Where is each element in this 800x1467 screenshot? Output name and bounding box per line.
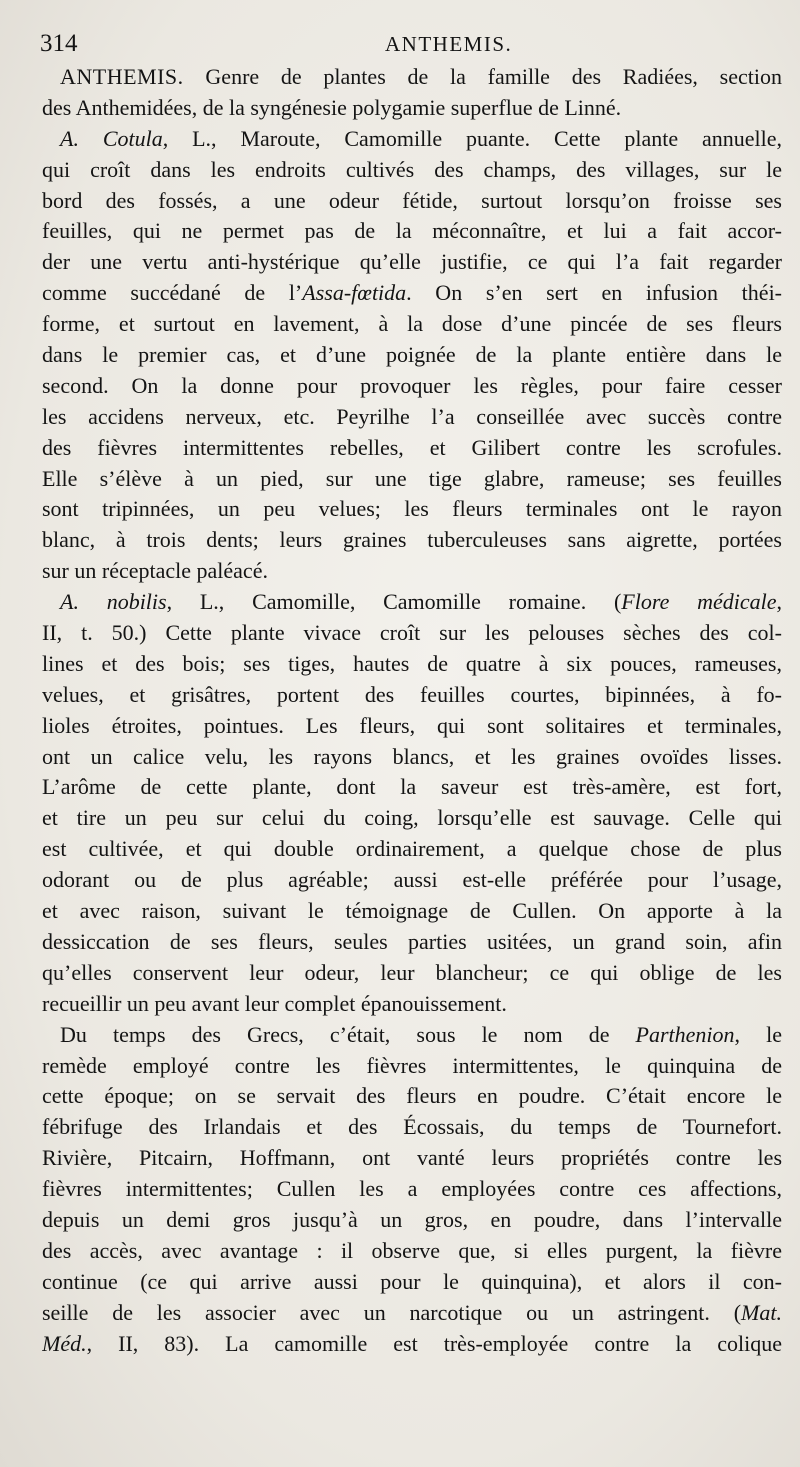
text-segment: des Anthemidées, de la syngénesie polygamie superflue de Linné. <box>42 94 622 120</box>
text-line <box>42 93 782 124</box>
text-line <box>42 680 782 711</box>
text-line <box>42 62 782 93</box>
text-line <box>42 309 782 340</box>
body-text <box>42 62 782 1359</box>
text-segment: Elle s’élève à un pied, sur une tige glabre, rameuse; ses feuilles <box>42 465 782 491</box>
reference-title: Mat. <box>741 1299 782 1325</box>
text-segment: feuilles, qui ne permet pas de la méconnaître, et lui a fait accor- <box>42 218 782 244</box>
text-segment: fébrifuge des Irlandais et des Écossais, du temps de Tournefort. <box>42 1114 782 1140</box>
text-segment: , II, 83). La camomille est très-employée contre la colique <box>86 1330 782 1356</box>
text-segment: dans le premier cas, et d’une poignée de la plante entière dans le <box>42 342 782 368</box>
text-line <box>42 216 782 247</box>
text-segment: recueillir un peu avant leur complet épanouissement. <box>42 990 507 1016</box>
reference-title: Méd. <box>42 1330 87 1356</box>
text-segment: Rivière, Pitcairn, Hoffmann, ont vanté leurs propriétés contre les <box>42 1145 782 1171</box>
text-line <box>42 865 782 896</box>
text-segment: comme succédané de l’ <box>42 280 303 306</box>
species-name: A. nobilis <box>60 589 167 615</box>
text-segment: est cultivée, et qui double ordinairement, a quelque chose de plus <box>42 836 782 862</box>
text-line <box>42 927 782 958</box>
text-line <box>42 556 782 587</box>
italic-term: Assa-fœtida <box>302 280 407 306</box>
text-segment: fièvres intermittentes; Cullen les a employées contre ces affections, <box>42 1176 782 1202</box>
text-line <box>42 1081 782 1112</box>
text-line <box>42 1051 782 1082</box>
text-segment: lines et des bois; ses tiges, hautes de quatre à six pouces, rameuses, <box>42 650 782 676</box>
text-segment: der une vertu anti-hystérique qu’elle justifie, ce qui l’a fait regarder <box>42 249 782 275</box>
text-line <box>42 1143 782 1174</box>
text-line <box>42 989 782 1020</box>
text-line <box>42 772 782 803</box>
text-segment: , L., Maroute, Camomille puante. Cette plante annuelle, <box>162 125 782 151</box>
italic-term: Parthenion <box>635 1021 735 1047</box>
running-head: ANTHEMIS. <box>385 32 513 56</box>
text-segment: blanc, à trois dents; leurs graines tuberculeuses sans aigrette, portées <box>42 527 782 553</box>
text-line <box>42 1205 782 1236</box>
text-line <box>42 1329 782 1360</box>
text-segment: qui croît dans les endroits cultivés des champs, des villages, sur le <box>42 156 782 182</box>
text-line <box>42 155 782 186</box>
text-segment: et avec raison, suivant le témoignage de Cullen. On apporte à la <box>42 898 782 924</box>
text-line <box>42 1267 782 1298</box>
text-segment: qu’elles conservent leur odeur, leur blancheur; ce qui oblige de les <box>42 959 782 985</box>
text-line <box>42 464 782 495</box>
text-segment: continue (ce qui arrive aussi pour le quinquina), et alors il con- <box>42 1268 782 1294</box>
text-segment: bord des fossés, a une odeur fétide, surtout lorsqu’on froisse ses <box>42 187 782 213</box>
text-segment: depuis un demi gros jusqu’à un gros, en poudre, dans l’intervalle <box>42 1206 782 1232</box>
genus-heading: ANTHEMIS. <box>60 64 184 89</box>
text-segment: lioles étroites, pointues. Les fleurs, qui sont solitaires et terminales, <box>42 712 782 738</box>
species-name: A. Cotula <box>60 125 163 151</box>
text-segment: , L., Camomille, Camomille romaine. ( <box>166 589 622 615</box>
text-line <box>42 618 782 649</box>
text-segment: , <box>776 589 782 615</box>
text-line <box>42 1236 782 1267</box>
text-line <box>42 525 782 556</box>
reference-title: Flore médicale <box>621 589 777 615</box>
text-segment: L’arôme de cette plante, dont la saveur est très-amère, est fort, <box>42 774 782 800</box>
text-line <box>42 402 782 433</box>
text-line <box>42 371 782 402</box>
text-segment: velues, et grisâtres, portent des feuilles courtes, bipinnées, à fo- <box>42 681 782 707</box>
text-line <box>42 340 782 371</box>
text-line <box>42 433 782 464</box>
text-line <box>42 834 782 865</box>
text-segment: Genre de plantes de la famille des Radiées, section <box>183 64 782 89</box>
text-segment: cette époque; on se servait des fleurs en poudre. C’était encore le <box>42 1083 782 1109</box>
text-segment: dessiccation de ses fleurs, seules parties usitées, un grand soin, afin <box>42 928 782 954</box>
text-segment: ont un calice velu, les rayons blancs, et les graines ovoïdes lisses. <box>42 743 782 769</box>
text-segment: forme, et surtout en lavement, à la dose d’une pincée de ses fleurs <box>42 311 782 337</box>
text-line <box>42 1112 782 1143</box>
text-segment: Du temps des Grecs, c’était, sous le nom de <box>60 1021 636 1047</box>
text-segment: remède employé contre les fièvres intermittentes, le quinquina de <box>42 1052 782 1078</box>
text-segment: II, t. 50.) Cette plante vivace croît sur les pelouses sèches des col- <box>42 620 782 646</box>
text-line <box>42 649 782 680</box>
text-line <box>42 278 782 309</box>
text-segment: des accès, avec avantage : il observe que, si elles purgent, la fièvre <box>42 1237 782 1263</box>
text-line <box>42 1298 782 1329</box>
text-segment: sur un réceptacle paléacé. <box>42 558 268 584</box>
text-line <box>42 587 782 618</box>
text-segment: , le <box>734 1021 782 1047</box>
text-line <box>42 1174 782 1205</box>
text-line <box>42 1020 782 1051</box>
text-segment: odorant ou de plus agréable; aussi est-elle préférée pour l’usage, <box>42 867 782 893</box>
text-line <box>42 896 782 927</box>
text-segment: sont tripinnées, un peu velues; les fleurs terminales ont le rayon <box>42 496 782 522</box>
text-line <box>42 711 782 742</box>
page-number: 314 <box>40 30 78 57</box>
text-line <box>42 186 782 217</box>
text-line <box>42 803 782 834</box>
text-segment: second. On la donne pour provoquer les règles, pour faire cesser <box>42 372 782 398</box>
text-segment: des fièvres intermittentes rebelles, et Gilibert contre les scrofules. <box>42 434 782 460</box>
text-line <box>42 958 782 989</box>
text-line <box>42 247 782 278</box>
text-segment: . On s’en sert en infusion théi- <box>406 280 782 306</box>
text-segment: seille de les associer avec un narcotique ou un astringent. ( <box>42 1299 742 1325</box>
text-line <box>42 124 782 155</box>
text-line <box>42 742 782 773</box>
text-segment: et tire un peu sur celui du coing, lorsqu’elle est sauvage. Celle qui <box>42 805 782 831</box>
page-header <box>40 24 780 60</box>
text-segment: les accidens nerveux, etc. Peyrilhe l’a conseillée avec succès contre <box>42 403 782 429</box>
text-line <box>42 494 782 525</box>
